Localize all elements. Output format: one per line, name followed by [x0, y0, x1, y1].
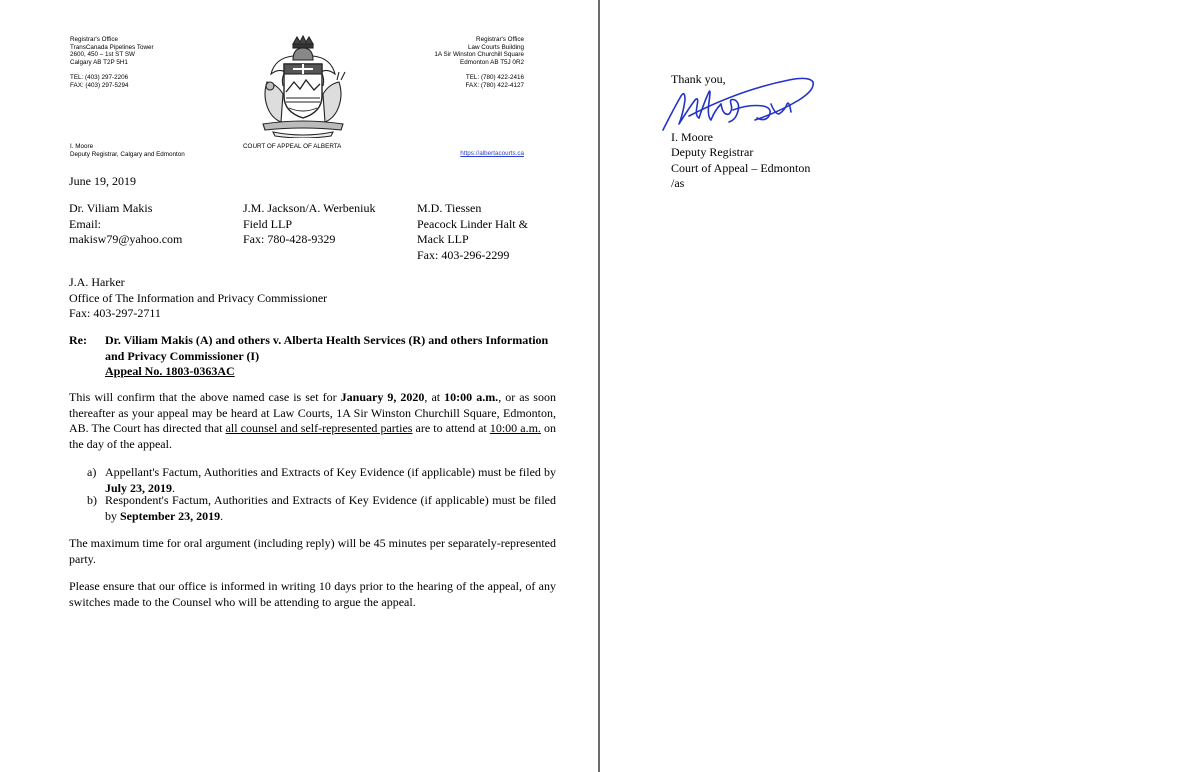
- list-item: [105, 465, 556, 496]
- list-item: [105, 493, 556, 524]
- registrar-title: Deputy Registrar, Calgary and Edmonton: [70, 150, 185, 158]
- recipient-line: Fax: 403-297-2711: [69, 306, 161, 320]
- hearing-paragraph: [69, 390, 556, 452]
- re-subject-line: Dr. Viliam Makis (A) and others v. Alberta Health Services (R) and others Information: [105, 333, 549, 347]
- recipient-line: Field LLP: [243, 216, 293, 231]
- signatory-name: I. Moore: [671, 129, 713, 144]
- text-run: Appellant's Factum, Authorities and Extracts of Key Evidence (if applicable) must be filed by: [105, 465, 556, 479]
- website-link[interactable]: https://albertacourts.ca: [460, 150, 524, 157]
- attendance-time: 10:00 a.m.: [489, 421, 541, 435]
- registrar-name: I. Moore: [70, 143, 94, 150]
- calgary-fax: FAX: (403) 297-5294: [70, 81, 129, 89]
- letter-date-text: June 19, 2019: [69, 174, 136, 188]
- list-marker: [87, 465, 96, 481]
- edmonton-office-line: Law Courts Building: [467, 43, 524, 51]
- closing-thanks: Thank you,: [671, 72, 726, 86]
- website-block: [400, 150, 524, 158]
- signatory-court: Court of Appeal – Edmonton: [671, 160, 811, 175]
- edmonton-office-line: Edmonton AB T5J 0R2: [460, 58, 524, 66]
- filing-deadline: September 23, 2019: [120, 508, 221, 523]
- recipient-line: Mack LLP: [417, 232, 469, 246]
- alberta-coat-of-arms-icon: [253, 34, 353, 138]
- calgary-office-line: Registrar's Office: [70, 36, 118, 43]
- hearing-time: 10:00 a.m.: [444, 390, 499, 404]
- list-marker: [87, 493, 97, 509]
- signatory-initials: /as: [671, 176, 685, 190]
- letter-page-2: [601, 0, 1200, 772]
- filing-deadline: July 23, 2019: [105, 480, 173, 495]
- letter-date: [69, 174, 136, 190]
- calgary-office-line: Calgary AB T2P 5H1: [70, 58, 128, 66]
- text-run: , at: [424, 390, 445, 404]
- hearing-date: January 9, 2020: [340, 390, 425, 404]
- calgary-office-block: [70, 36, 154, 90]
- edmonton-office-block: [380, 36, 524, 90]
- recipient-line: J.M. Jackson/A. Werbeniuk: [243, 201, 376, 215]
- oral-argument-paragraph: [69, 536, 556, 567]
- second-recipient-block: [69, 275, 327, 322]
- signatory-title: Deputy Registrar: [671, 145, 754, 159]
- recipient-line: Dr. Viliam Makis: [69, 201, 153, 215]
- calgary-tel: TEL: (403) 297-2206: [70, 74, 129, 82]
- text-run: .: [220, 508, 224, 523]
- recipient-line: M.D. Tiessen: [417, 201, 482, 215]
- list-marker-text: b): [87, 493, 97, 507]
- recipient-line: Email:: [69, 216, 101, 231]
- re-label-text: Re:: [69, 333, 87, 347]
- list-marker-text: a): [87, 465, 97, 479]
- court-name: [243, 143, 341, 151]
- recipient-line: Fax: 780-428-9329: [243, 232, 336, 246]
- text-run: Please ensure that our office is informed in writing 10 days prior to the hearing of the appeal, of any switches made to the Counsel who will be attending to argue the appeal.: [69, 579, 556, 609]
- text-run: This will confirm that the above named case is set for: [69, 390, 341, 404]
- text-run: on the day of the appeal.: [69, 421, 557, 451]
- re-subject: [105, 333, 548, 380]
- text-run: are to attend at: [412, 421, 490, 435]
- recipient-line: J.A. Harker: [69, 275, 125, 289]
- edmonton-office-line: Registrar's Office: [476, 36, 524, 43]
- recipient-line: Peacock Linder Halt &: [417, 216, 528, 231]
- court-name-text: COURT OF APPEAL OF ALBERTA: [243, 143, 342, 150]
- recipient-line: makisw79@yahoo.com: [69, 232, 183, 246]
- re-subject-line: and Privacy Commissioner (I): [105, 348, 260, 363]
- text-run: Respondent's Factum, Authorities and Extracts of Key Evidence (if applicable) must be filed by: [105, 493, 556, 523]
- edmonton-fax: FAX: (780) 422-4127: [465, 81, 524, 89]
- text-run: , or as soon thereafter as your appeal may be heard at Law Courts, 1A Sir Winston Churchill Square, Edmonton, AB. The Court has directed that: [69, 390, 556, 435]
- recipient-block: [69, 201, 182, 248]
- calgary-office-line: TransCanada Pipelines Tower: [70, 43, 154, 51]
- re-label: [69, 333, 87, 349]
- attendance-parties: all counsel and self-represented parties: [225, 421, 413, 435]
- calgary-office-line: 2600, 450 – 1st ST SW: [70, 51, 135, 59]
- edmonton-tel: TEL: (780) 422-2416: [465, 74, 524, 82]
- counsel-switch-paragraph: [69, 579, 556, 610]
- page-divider: [598, 0, 600, 772]
- edmonton-office-line: 1A Sir Winston Churchill Square: [434, 51, 524, 59]
- text-run: .: [172, 480, 176, 495]
- recipient-line: Office of The Information and Privacy Commissioner: [69, 290, 328, 305]
- handwritten-signature-icon: [659, 70, 819, 140]
- appeal-number: Appeal No. 1803-0363AC: [105, 364, 235, 378]
- letter-page-1: [0, 0, 598, 772]
- recipient-line: Fax: 403-296-2299: [417, 247, 510, 262]
- registrar-block: [70, 143, 185, 158]
- text-run: The maximum time for oral argument (including reply) will be 45 minutes per separately-represented party.: [69, 536, 556, 566]
- recipient-block: [417, 201, 528, 263]
- recipient-block: [243, 201, 375, 248]
